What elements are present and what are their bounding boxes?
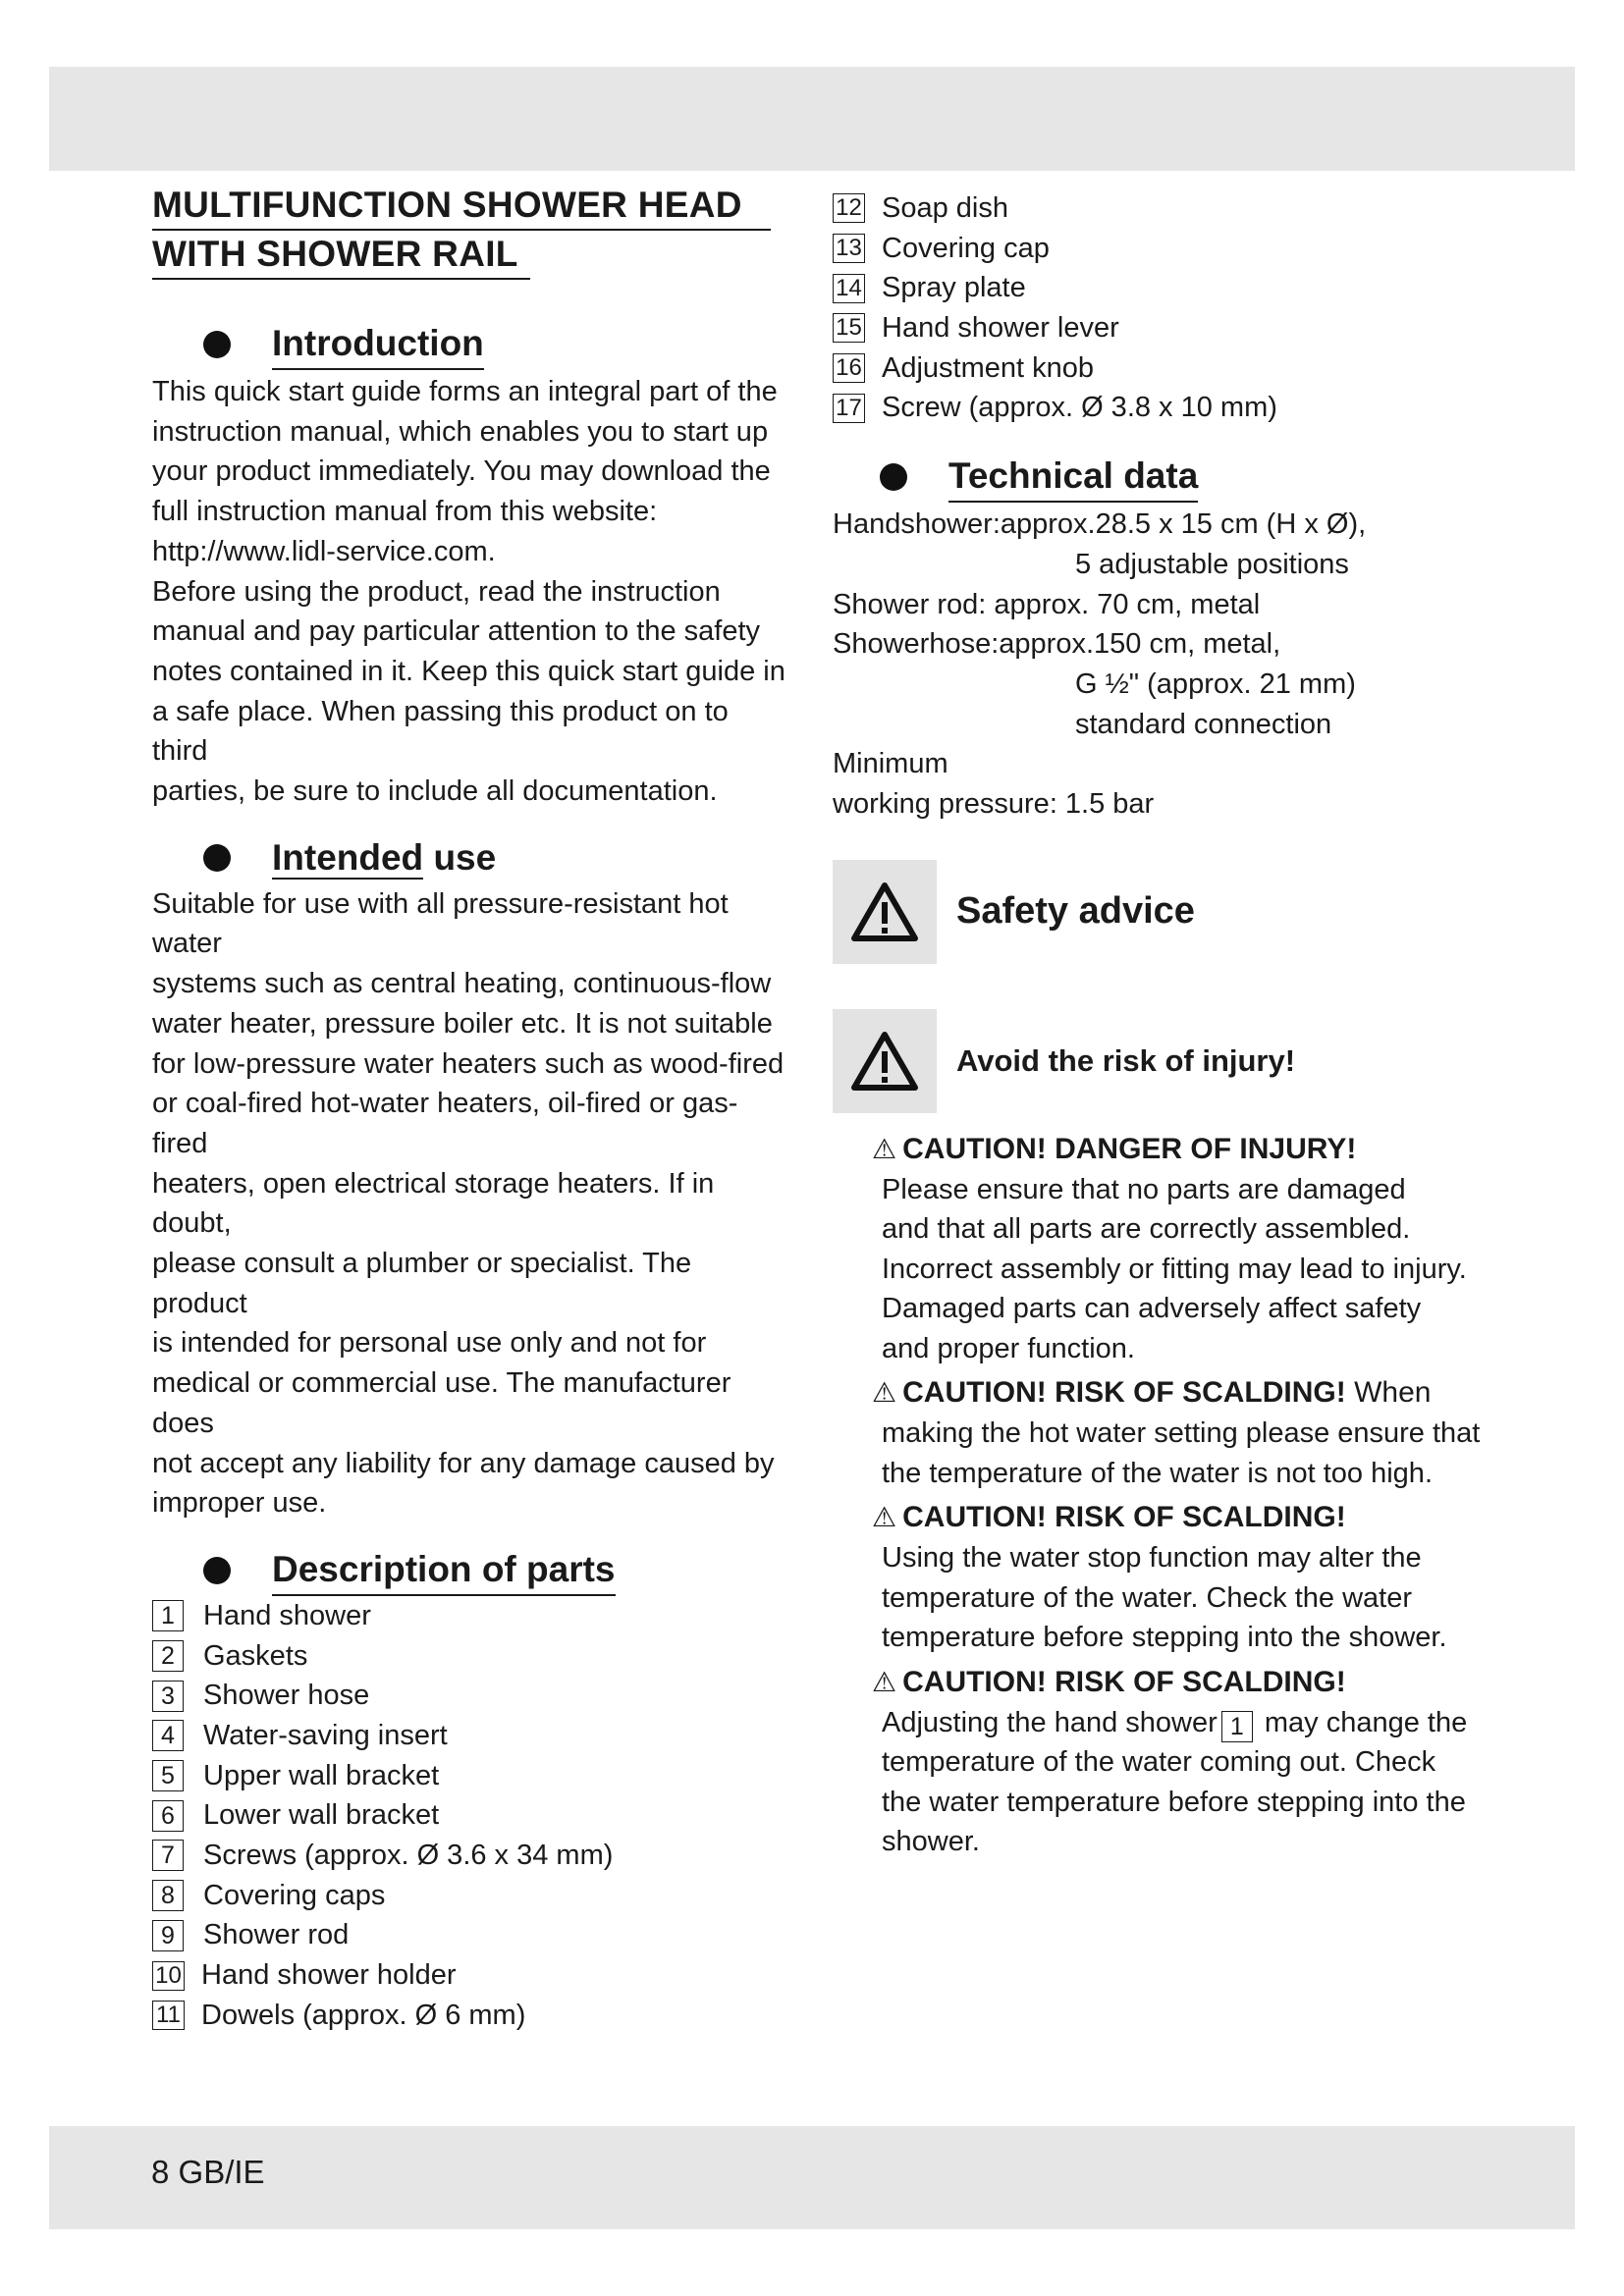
list-item: 6 Lower wall bracket (152, 1795, 790, 1836)
injury-risk-header (833, 1009, 1481, 1113)
part-number-box: 16 (833, 353, 865, 383)
caution-triangle-icon: ⚠ (872, 1666, 897, 1697)
part-number-box: 10 (152, 1961, 185, 1991)
warning-triangle-icon (833, 860, 937, 964)
part-number-box: 1 (152, 1600, 184, 1631)
right-column (833, 188, 1481, 1862)
list-item: 12 Soap dish (833, 188, 1481, 229)
list-item: 3 Shower hose (152, 1676, 790, 1716)
part-number-box: 8 (152, 1880, 184, 1911)
part-number-box: 9 (152, 1920, 184, 1951)
caution-triangle-icon: ⚠ (872, 1133, 897, 1164)
caution-blocks (833, 1129, 1481, 1862)
bullet-icon (880, 463, 907, 491)
safety-advice-title: Safety advice (956, 890, 1195, 933)
part-number-box: 11 (152, 2001, 185, 2030)
tech-shower-hose: Showerhose:approx.150 cm, metal, (833, 628, 1281, 661)
part-number-box: 5 (152, 1760, 184, 1791)
introduction-text: This quick start guide forms an integral part of the instruction manual, which enables you to start up your product immediately. You may download the full instruction manual from this website: http://www.lidl-service.com. Before using the product, read the instruction manual and pay particular attention to the safety notes contained in it. Keep this quick start guide in a safe place. When passing this product on to third parties, be sure to include all documentation. (152, 376, 785, 808)
caution-triangle-icon: ⚠ (872, 1502, 897, 1533)
caution-injury: ⚠ CAUTION! DANGER OF INJURY! Please ensure that no parts are damaged and that all parts are correctly assembled. Incorrect assembly or fitting may lead to injury. Damaged parts can adversely affect safety and proper function. (872, 1132, 1467, 1364)
list-item: 4 Water-saving insert (152, 1716, 790, 1756)
injury-risk-title: Avoid the risk of injury! (956, 1042, 1296, 1078)
tech-handshower-positions: 5 adjustable positions (1075, 548, 1349, 580)
bullet-icon (203, 1557, 231, 1584)
list-item: 9 Shower rod (152, 1915, 790, 1955)
list-item: 16 Adjustment knob (833, 348, 1481, 389)
bullet-icon (203, 844, 231, 872)
page-title-line2: WITH SHOWER RAIL (152, 231, 530, 280)
list-item: 17 Screw (approx. Ø 3.8 x 10 mm) (833, 388, 1481, 428)
parts-heading: Description of parts (152, 1545, 790, 1596)
parts-list-continued (833, 188, 1481, 428)
part-number-box: 13 (833, 234, 865, 263)
caution-scalding-3: ⚠ CAUTION! RISK OF SCALDING! Adjusting the hand shower 1 may change the temperature of the water coming out. Check the water temperature before stepping into the shower. (872, 1665, 1468, 1858)
list-item: 10 Hand shower holder (152, 1955, 790, 1996)
part-number-box: 15 (833, 313, 865, 343)
technical-data-heading: Technical data (833, 452, 1481, 503)
intended-use-text: Suitable for use with all pressure-resistant hot water systems such as central heating, continuous-flow water heater, pressure boiler etc. It is not suitable for low-pressure water heaters such as wood-fired or coal-fired hot-water heaters, oil-fired or gas-fired heaters, open electrical storage heaters. If in doubt, please consult a plumber or specialist. The product is intended for personal use only and not for medical or commercial use. The manufacturer does not accept any liability for any damage caused by improper use. (152, 887, 785, 1520)
tech-hose-thread: G ½" (approx. 21 mm) (1075, 667, 1356, 700)
introduction-heading: Introduction (152, 319, 790, 370)
tech-minimum: Minimum (833, 748, 948, 780)
page-number: 8 GB/IE (151, 2154, 265, 2190)
safety-advice-header (833, 860, 1481, 964)
list-item: 5 Upper wall bracket (152, 1756, 790, 1796)
technical-data-block (833, 505, 1481, 825)
warning-triangle-icon (833, 1009, 937, 1113)
bullet-icon (203, 331, 231, 358)
list-item: 1 Hand shower (152, 1596, 790, 1636)
list-item: 13 Covering cap (833, 229, 1481, 269)
caution-scalding-1: ⚠ CAUTION! RISK OF SCALDING! When making the hot water setting please ensure that the temperature of the water is not too high. (872, 1376, 1481, 1489)
part-number-box: 3 (152, 1681, 184, 1712)
page-title (152, 182, 790, 282)
parts-list (152, 1596, 790, 2036)
list-item: 11 Dowels (approx. Ø 6 mm) (152, 1996, 790, 2036)
list-item: 14 Spray plate (833, 268, 1481, 308)
caution-triangle-icon: ⚠ (872, 1377, 897, 1409)
tech-shower-rod: Shower rod: approx. 70 cm, metal (833, 588, 1261, 620)
part-number-box: 14 (833, 274, 865, 303)
tech-working-pressure: working pressure: 1.5 bar (833, 788, 1155, 821)
part-number-box: 6 (152, 1800, 184, 1832)
intended-use-heading: Intended use (152, 833, 790, 882)
page-title-line1: MULTIFUNCTION SHOWER HEAD (152, 182, 771, 231)
part-number-box: 4 (152, 1720, 184, 1751)
footer-band (49, 2126, 1575, 2229)
part-number-box: 2 (152, 1640, 184, 1672)
list-item: 15 Hand shower lever (833, 308, 1481, 348)
list-item: 8 Covering caps (152, 1876, 790, 1916)
tech-hose-connection: standard connection (1075, 708, 1332, 740)
part-number-box: 12 (833, 193, 865, 223)
left-column (152, 182, 790, 2036)
part-number-box: 7 (152, 1840, 184, 1871)
part-number-box: 1 (1221, 1711, 1253, 1742)
service-link[interactable]: http://www.lidl-service.com. (152, 535, 496, 567)
list-item: 2 Gaskets (152, 1636, 790, 1677)
list-item: 7 Screws (approx. Ø 3.6 x 34 mm) (152, 1836, 790, 1876)
header-band (49, 67, 1575, 171)
tech-handshower: Handshower:approx.28.5 x 15 cm (H x Ø), (833, 508, 1367, 541)
part-number-box: 17 (833, 394, 865, 423)
caution-scalding-2: ⚠ CAUTION! RISK OF SCALDING! Using the water stop function may alter the temperature of the water. Check the water temperature before stepping into the shower. (872, 1501, 1447, 1654)
